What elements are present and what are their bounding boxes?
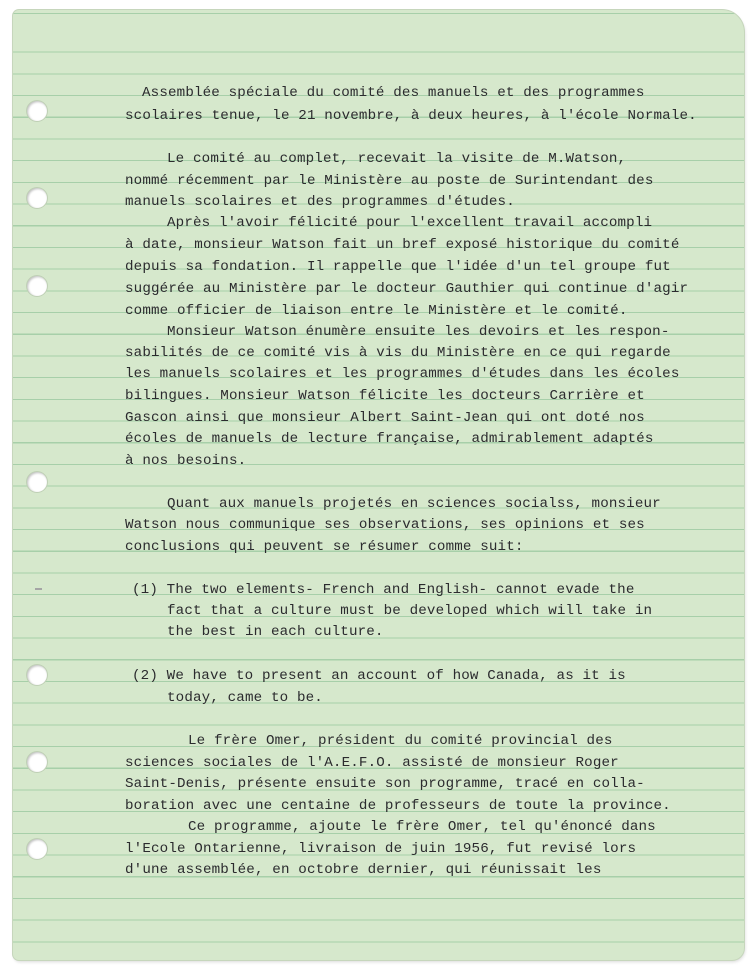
- text-line: depuis sa fondation. Il rappelle que l'idée d'un tel groupe fut: [125, 259, 671, 275]
- text-line: (1) The two elements- French and English- cannot evade the: [132, 582, 635, 598]
- text-line: Saint-Denis, présente ensuite son programme, tracé en colla-: [125, 776, 645, 792]
- text-line: Après l'avoir félicité pour l'excellent travail accompli: [167, 215, 653, 231]
- punch-hole: [27, 665, 47, 685]
- text-line: Quant aux manuels projetés en sciences socialss, monsieur: [167, 496, 661, 512]
- text-line: l'Ecole Ontarienne, livraison de juin 1956, fut revisé lors: [125, 841, 637, 857]
- text-line: manuels scolaires et des programmes d'études.: [125, 194, 515, 210]
- text-line: sabilités de ce comité vis à vis du Ministère en ce qui regarde: [125, 345, 671, 361]
- text-line: nommé récemment par le Ministère au poste de Surintendant des: [125, 173, 654, 189]
- text-line: à nos besoins.: [125, 453, 247, 469]
- text-line: (2) We have to present an account of how Canada, as it is: [132, 668, 626, 684]
- punch-hole: [27, 188, 47, 208]
- margin-mark: [35, 588, 42, 590]
- punch-hole: [27, 472, 47, 492]
- text-line: bilingues. Monsieur Watson félicite les docteurs Carrière et: [125, 388, 645, 404]
- text-line: scolaires tenue, le 21 novembre, à deux heures, à l'école Normale.: [125, 108, 697, 124]
- text-line: Assemblée spéciale du comité des manuels et des programmes: [142, 85, 645, 101]
- punch-hole: [27, 101, 47, 121]
- text-line: à date, monsieur Watson fait un bref exposé historique du comité: [125, 237, 680, 253]
- text-line: comme officier de liaison entre le Ministère et le comité.: [125, 303, 628, 319]
- text-line: Monsieur Watson énumère ensuite les devoirs et les respon-: [167, 324, 670, 340]
- text-line: boration avec une centaine de professeurs de toute la province.: [125, 798, 671, 814]
- text-line: the best in each culture.: [167, 624, 384, 640]
- text-line: Gascon ainsi que monsieur Albert Saint-Jean qui ont doté nos: [125, 410, 645, 426]
- punch-hole: [27, 752, 47, 772]
- text-line: Le frère Omer, président du comité provincial des: [188, 733, 613, 749]
- text-line: today, came to be.: [167, 690, 323, 706]
- punch-hole: [27, 276, 47, 296]
- text-line: conclusions qui peuvent se résumer comme suit:: [125, 539, 524, 555]
- text-line: sciences sociales de l'A.E.F.O. assisté de monsieur Roger: [125, 755, 619, 771]
- text-line: fact that a culture must be developed which will take in: [167, 603, 653, 619]
- text-line: suggérée au Ministère par le docteur Gauthier qui continue d'agir: [125, 281, 689, 297]
- text-line: écoles de manuels de lecture française, admirablement adaptés: [125, 431, 654, 447]
- text-line: Ce programme, ajoute le frère Omer, tel qu'énoncé dans: [188, 819, 656, 835]
- text-line: les manuels scolaires et les programmes d'études dans les écoles: [125, 366, 680, 382]
- text-line: Watson nous communique ses observations, ses opinions et ses: [125, 517, 645, 533]
- punch-hole: [27, 839, 47, 859]
- text-line: Le comité au complet, recevait la visite de M.Watson,: [167, 151, 627, 167]
- text-line: d'une assemblée, en octobre dernier, qui réunissait les: [125, 862, 602, 878]
